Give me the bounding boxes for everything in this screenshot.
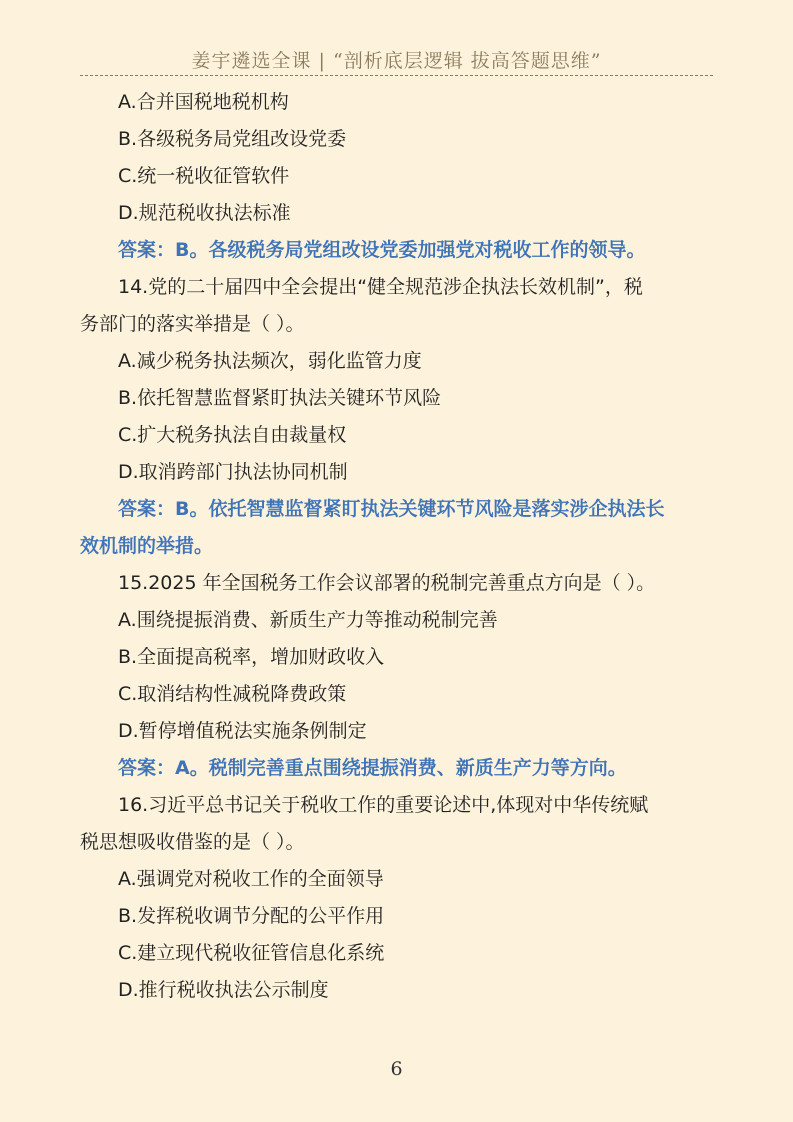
answer-option: C.扩大税务执法自由裁量权 <box>118 424 347 446</box>
document-body <box>80 84 717 1009</box>
answer-option: B.依托智慧监督紧盯执法关键环节风险 <box>118 387 442 409</box>
answer-option: D.取消跨部门执法协同机制 <box>118 461 348 483</box>
answer-option: C.建立现代税收征管信息化系统 <box>118 942 385 964</box>
answer-option: B.各级税务局党组改设党委 <box>118 128 347 150</box>
question-text: 15.2025 年全国税务工作会议部署的税制完善重点方向是（ ）。 <box>118 572 656 594</box>
answer-option: B.发挥税收调节分配的公平作用 <box>118 905 385 927</box>
answer-option: D.暂停增值税法实施条例制定 <box>118 720 367 742</box>
question-text: 14.党的二十届四中全会提出“健全规范涉企执法长效机制”，税 <box>118 276 643 298</box>
answer-option: B.全面提高税率，增加财政收入 <box>118 646 385 668</box>
page-header: 姜宇遴选全课 | “剖析底层逻辑 拔高答题思维” <box>191 50 602 72</box>
question-text-continued: 税思想吸收借鉴的是（ ）。 <box>80 831 305 853</box>
answer-option: C.统一税收征管软件 <box>118 165 290 187</box>
question-text-continued: 务部门的落实举措是（ ）。 <box>80 313 305 335</box>
answer-option: A.围绕提振消费、新质生产力等推动税制完善 <box>118 609 498 631</box>
answer-key-line: 效机制的举措。 <box>80 535 214 557</box>
answer-option: C.取消结构性减税降费政策 <box>118 683 347 705</box>
answer-option: A.合并国税地税机构 <box>118 91 289 113</box>
answer-key-line: 答案：B。各级税务局党组改设党委加强党对税收工作的领导。 <box>118 239 646 261</box>
question-text: 16.习近平总书记关于税收工作的重要论述中,体现对中华传统赋 <box>118 794 649 816</box>
answer-option: D.规范税收执法标准 <box>118 202 291 224</box>
answer-key-line: 答案：A。税制完善重点围绕提振消费、新质生产力等方向。 <box>118 757 627 779</box>
header-divider <box>80 75 713 76</box>
answer-option: A.强调党对税收工作的全面领导 <box>118 868 384 890</box>
page-number: 6 <box>390 1058 403 1080</box>
answer-key-line: 答案：B。依托智慧监督紧盯执法关键环节风险是落实涉企执法长 <box>118 498 665 520</box>
answer-option: D.推行税收执法公示制度 <box>118 979 329 1001</box>
answer-option: A.减少税务执法频次，弱化监管力度 <box>118 350 422 372</box>
